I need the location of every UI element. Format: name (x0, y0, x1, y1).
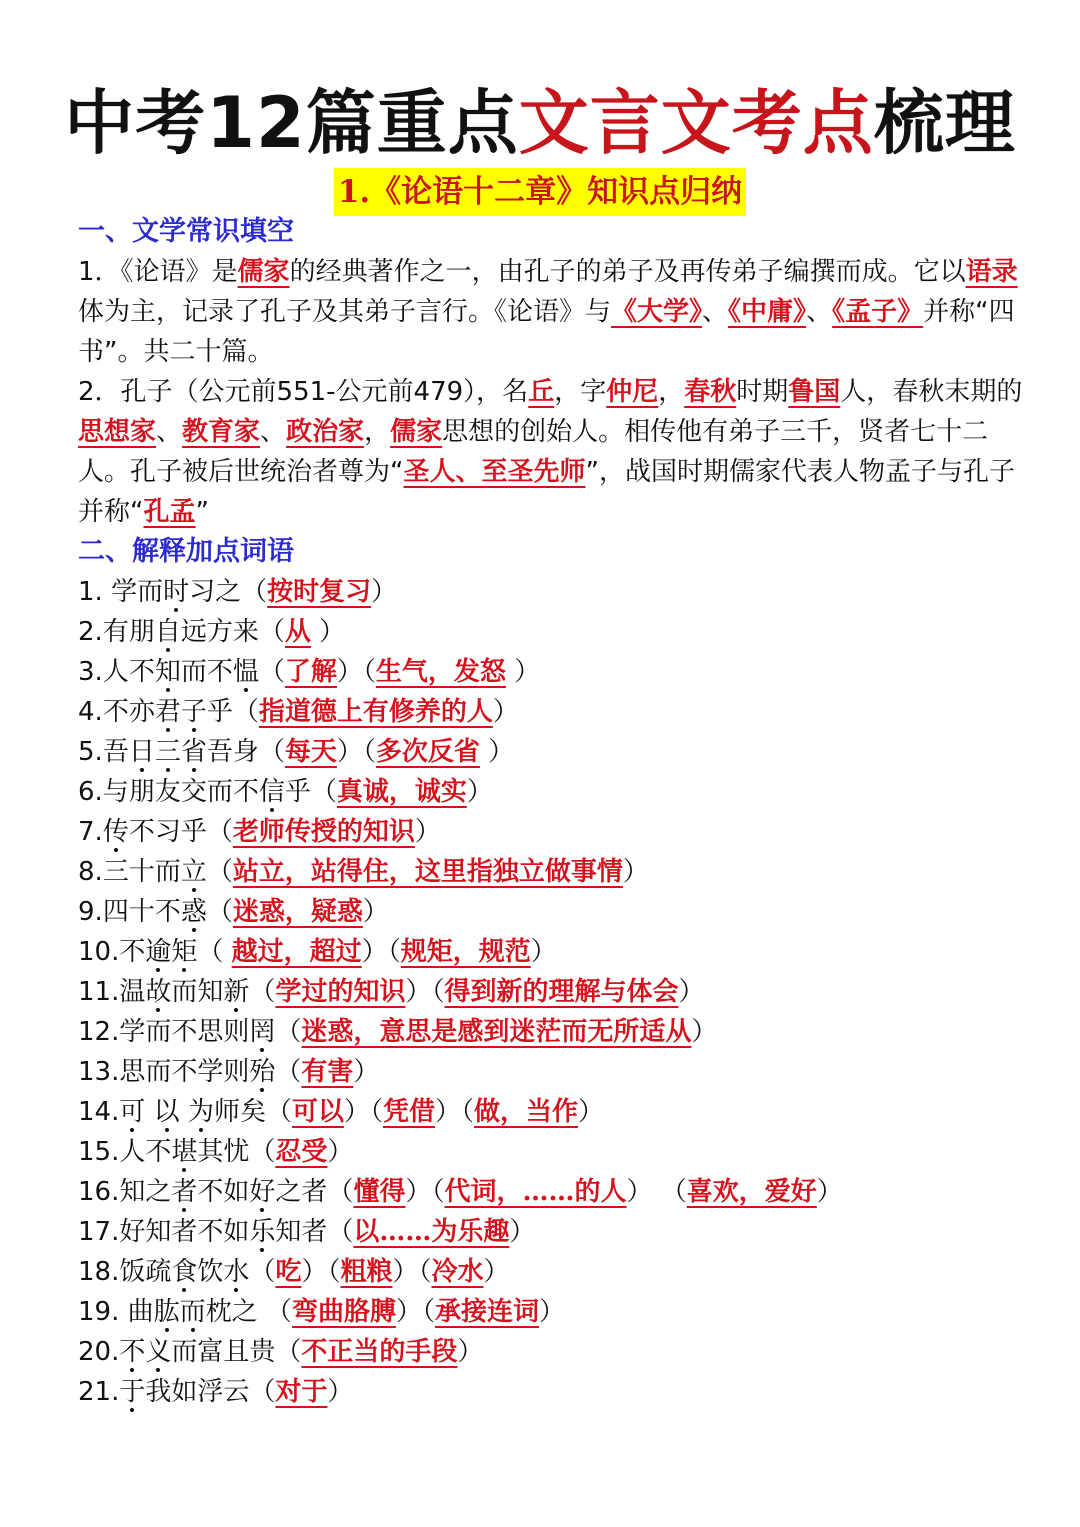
text: 枕之 （ (205, 1297, 292, 1327)
dotted-word: 肱 (153, 1297, 180, 1327)
text: 5. (78, 737, 103, 767)
dotted-word: 可 (119, 1097, 146, 1127)
answer: 《中庸》 (728, 297, 807, 327)
text: （ (275, 1017, 302, 1047)
answer: 教育家 (182, 417, 261, 447)
text: （ (197, 937, 232, 967)
text: （ (206, 897, 233, 927)
answer: 粗粮 (340, 1257, 393, 1287)
text: 有朋 (102, 617, 155, 647)
text: 2．孔子（公元前551-公元前479），名 (78, 377, 529, 407)
answer: 从 (284, 617, 311, 647)
dotted-word: 而 (179, 1297, 206, 1327)
text: ） (678, 977, 705, 1007)
answer: 可以 (291, 1097, 344, 1127)
dotted-word: 食 (171, 1257, 198, 1287)
answer: 指道德上有修养的人 (258, 697, 493, 727)
text: （ (275, 1057, 302, 1087)
text: 它以 (913, 257, 966, 287)
text: 知者（ (275, 1217, 354, 1247)
text: 与朋友交而不 (102, 777, 259, 807)
answer: 鲁国 (788, 377, 841, 407)
answer: 《大学》 (611, 297, 703, 327)
section-heading-vocabulary: 二、解释加点词语 (78, 536, 294, 567)
text: 4. (78, 697, 103, 727)
text: ”，战国时期儒家代表人物孟子与孔子并称“ (78, 457, 1015, 527)
text: 其忧（ (197, 1137, 276, 1167)
text: 8. (78, 857, 103, 887)
text: 思想的创始人。相传他有弟子三千，贤者七十二人。孔子被后世统治者尊为“ (78, 417, 989, 487)
text: ）（ (336, 737, 376, 767)
answer: 学过的知识 (275, 977, 406, 1007)
text: ） (538, 1297, 565, 1327)
vocab-item (78, 1012, 1028, 1052)
text: ） (622, 857, 649, 887)
text: ）（ (361, 937, 401, 967)
text: 而知 (171, 977, 224, 1007)
answer: 得到新的理解与体会 (444, 977, 679, 1007)
text: 温 (119, 977, 146, 1007)
answer: 孔孟 (143, 497, 196, 527)
answer: 按时复习 (267, 577, 372, 607)
text: 人不 (119, 1137, 172, 1167)
dotted-word: 子 (180, 697, 207, 727)
vocab-item (78, 612, 1028, 652)
text (145, 1097, 153, 1127)
text: 、 (806, 297, 833, 327)
paragraph-lunyu (78, 252, 1028, 372)
text: ） (371, 577, 398, 607)
text: ） (457, 1337, 484, 1367)
subtitle: 1.《论语十二章》知识点归纳 (334, 168, 746, 216)
dotted-word: 水 (223, 1257, 250, 1287)
text: 学而 (111, 577, 164, 607)
answer: 《孟子》 (832, 297, 924, 327)
text: ） (327, 1377, 354, 1407)
text: 不亦 (102, 697, 155, 727)
title-part-1: 中考12篇重点 (64, 82, 519, 164)
dotted-word: 立 (180, 857, 207, 887)
text: 之者（ (275, 1177, 354, 1207)
text: 14. (78, 1097, 120, 1127)
text: 7. (78, 817, 103, 847)
text: ） (505, 657, 541, 687)
dotted-word: 不 (119, 1337, 146, 1367)
text: 时期 (736, 377, 789, 407)
text: 6. (78, 777, 103, 807)
text: 3. (78, 657, 103, 687)
dotted-word: 逾 (145, 937, 172, 967)
text: 9. (78, 897, 103, 927)
text: 知之 (119, 1177, 172, 1207)
text: ） (530, 937, 557, 967)
answer: 冷水 (431, 1257, 484, 1287)
text: 不如 (197, 1177, 250, 1207)
answer: 丘 (528, 377, 555, 407)
text: ，字 (554, 377, 607, 407)
answer: 忍受 (275, 1137, 328, 1167)
text: ” (195, 497, 209, 527)
vocab-item (78, 812, 1028, 852)
vocab-item (78, 572, 1028, 612)
text: ） (327, 1137, 354, 1167)
text: ）（ (343, 1097, 383, 1127)
dotted-word: 日 (128, 737, 155, 767)
text: 人， (840, 377, 893, 407)
dotted-word: 君 (154, 697, 181, 727)
answer: 仲尼 (606, 377, 659, 407)
text: 饭疏 (119, 1257, 172, 1287)
text (180, 1097, 188, 1127)
answer: 每天 (284, 737, 337, 767)
answer: 喜欢，爱好 (686, 1177, 817, 1207)
dotted-word: 新 (223, 977, 250, 1007)
text: 16. (78, 1177, 120, 1207)
answer: 承接连词 (434, 1297, 539, 1327)
text: ） (816, 1177, 843, 1207)
text: ） (492, 697, 519, 727)
text: 2. (78, 617, 103, 647)
title-part-2-highlight: 文言文考点 (518, 82, 874, 164)
vocab-item (78, 1212, 1028, 1252)
dotted-word: 罔 (249, 1017, 276, 1047)
answer: 语录 (965, 257, 1018, 287)
answer: 吃 (275, 1257, 302, 1287)
answer: 不正当的手段 (301, 1337, 458, 1367)
answer: 多次反省 (375, 737, 480, 767)
text: 我如浮云（ (145, 1377, 276, 1407)
text: 、 (156, 417, 183, 447)
vocab-list (78, 572, 1028, 1412)
text: 吾身（ (206, 737, 285, 767)
vocab-item (78, 732, 1028, 772)
vocab-item (78, 932, 1028, 972)
text: 思而不学则 (119, 1057, 250, 1087)
answer: 老师传授的知识 (232, 817, 415, 847)
vocab-item (78, 1292, 1028, 1332)
text: 四十不 (102, 897, 181, 927)
text: ） (414, 817, 441, 847)
text: 吾 (102, 737, 129, 767)
answer: 生气，发怒 (375, 657, 506, 687)
answer: 做，当作 (474, 1097, 579, 1127)
text: 的经典著作之一，由孔子的弟子及再传弟子编撰而成。 (289, 257, 914, 287)
text: ） (310, 617, 346, 647)
text: ） (578, 1097, 605, 1127)
dotted-word: 殆 (249, 1057, 276, 1087)
vocab-item (78, 1172, 1028, 1212)
text: 11. (78, 977, 120, 1007)
text: （ (249, 1257, 276, 1287)
dotted-word: 省 (180, 737, 207, 767)
vocab-item (78, 892, 1028, 932)
title-part-3: 梳理 (873, 82, 1016, 164)
dotted-word: 于 (119, 1377, 146, 1407)
text: 、 (702, 297, 729, 327)
text: 师矣（ (213, 1097, 292, 1127)
text: 17. (78, 1217, 120, 1247)
answer: 迷惑，意思是感到迷茫而无所适从 (301, 1017, 692, 1047)
vocab-item (78, 972, 1028, 1012)
subtitle-container (0, 168, 1080, 216)
answer: 有害 (301, 1057, 354, 1087)
paragraph-confucius (78, 372, 1028, 532)
text: 并称“四书”。共二十篇。 (78, 297, 1015, 367)
dotted-word: 者 (171, 1177, 198, 1207)
answer: 儒家 (237, 257, 290, 287)
answer: 思想家 (78, 417, 157, 447)
dotted-word: 义 (145, 1337, 172, 1367)
text: 习之（ (189, 577, 268, 607)
text: 15. (78, 1137, 120, 1167)
answer: 圣人、至圣先师 (403, 457, 586, 487)
text: ） (509, 1217, 536, 1247)
dotted-word: 自 (154, 617, 181, 647)
text: 乎（ (206, 697, 259, 727)
dotted-word: 知 (154, 657, 181, 687)
vocab-item (78, 692, 1028, 732)
dotted-word: 为 (187, 1097, 214, 1127)
text: ） (353, 1057, 380, 1087)
text: 13. (78, 1057, 120, 1087)
text: ）（ (435, 1097, 475, 1127)
text: 而富且贵（ (171, 1337, 302, 1367)
text: ） (479, 737, 515, 767)
answer: 真诚，诚实 (336, 777, 467, 807)
vocab-item (78, 1132, 1028, 1172)
text: 1．《论语》是 (78, 257, 238, 287)
answer: 代词，……的人 (444, 1177, 627, 1207)
dotted-word: 愠 (232, 657, 259, 687)
text: 10. (78, 937, 120, 967)
text: 不习乎（ (128, 817, 233, 847)
text: 饮 (197, 1257, 224, 1287)
dotted-word: 惑 (180, 897, 207, 927)
vocab-item (78, 772, 1028, 812)
vocab-item (78, 1052, 1028, 1092)
answer: 凭借 (382, 1097, 435, 1127)
text: 19. (78, 1297, 128, 1327)
text: ） (362, 897, 389, 927)
text: ） (691, 1017, 718, 1047)
text: 三十而 (102, 857, 181, 887)
text: （ (206, 857, 233, 887)
text: ） （ (626, 1177, 687, 1207)
text: ， (658, 377, 685, 407)
text: 远方来（ (180, 617, 285, 647)
answer: 懂得 (353, 1177, 406, 1207)
vocab-item (78, 652, 1028, 692)
text: 、 (260, 417, 287, 447)
dotted-word: 故 (145, 977, 172, 1007)
text: 20. (78, 1337, 120, 1367)
text: 春秋末期的 (892, 377, 1023, 407)
content (78, 212, 1028, 1412)
vocab-item (78, 1332, 1028, 1372)
text: ）（ (395, 1297, 435, 1327)
text: 曲 (127, 1297, 154, 1327)
vocab-item (78, 1092, 1028, 1132)
dotted-word: 以 (153, 1097, 180, 1127)
text: ）（ (301, 1257, 341, 1287)
dotted-word: 乐 (249, 1217, 276, 1247)
answer: 对于 (275, 1377, 328, 1407)
answer: 规矩，规范 (400, 937, 531, 967)
text: 12. (78, 1017, 120, 1047)
dotted-word: 时 (163, 577, 190, 607)
answer: 越过，超过 (231, 937, 362, 967)
text: 乎（ (284, 777, 337, 807)
text: ）（ (392, 1257, 432, 1287)
text: 学而不思则 (119, 1017, 250, 1047)
answer: 了解 (284, 657, 337, 687)
dotted-word: 堪 (171, 1137, 198, 1167)
text: ）（ (405, 977, 445, 1007)
dotted-word: 矩 (171, 937, 198, 967)
dotted-word: 好 (249, 1177, 276, 1207)
dotted-word: 三 (154, 737, 181, 767)
text: ）（ (336, 657, 376, 687)
text: 人不 (102, 657, 155, 687)
text: 1. (78, 577, 112, 607)
answer: 迷惑，疑惑 (232, 897, 363, 927)
dotted-word: 信 (258, 777, 285, 807)
vocab-item (78, 1372, 1028, 1412)
answer: 以……为乐趣 (353, 1217, 510, 1247)
text: 18. (78, 1257, 120, 1287)
text: ， (364, 417, 391, 447)
answer: 春秋 (684, 377, 737, 407)
section-heading-literature: 一、文学常识填空 (78, 216, 294, 247)
dotted-word: 传 (102, 817, 129, 847)
answer: 政治家 (286, 417, 365, 447)
answer: 站立，站得住，这里指独立做事情 (232, 857, 623, 887)
answer: 弯曲胳膊 (291, 1297, 396, 1327)
vocab-item (78, 1252, 1028, 1292)
text: 不 (119, 937, 146, 967)
text: 而不 (180, 657, 233, 687)
text: 体为主，记录了孔子及其弟子言行。《论语》与 (78, 297, 612, 327)
text: 好知者不如 (119, 1217, 250, 1247)
text: 21. (78, 1377, 120, 1407)
answer: 儒家 (390, 417, 443, 447)
vocab-item (78, 852, 1028, 892)
page-title (0, 78, 1080, 168)
text: ） (483, 1257, 510, 1287)
text: （ (258, 657, 285, 687)
text: （ (249, 977, 276, 1007)
text: ）（ (405, 1177, 445, 1207)
text: ） (466, 777, 493, 807)
